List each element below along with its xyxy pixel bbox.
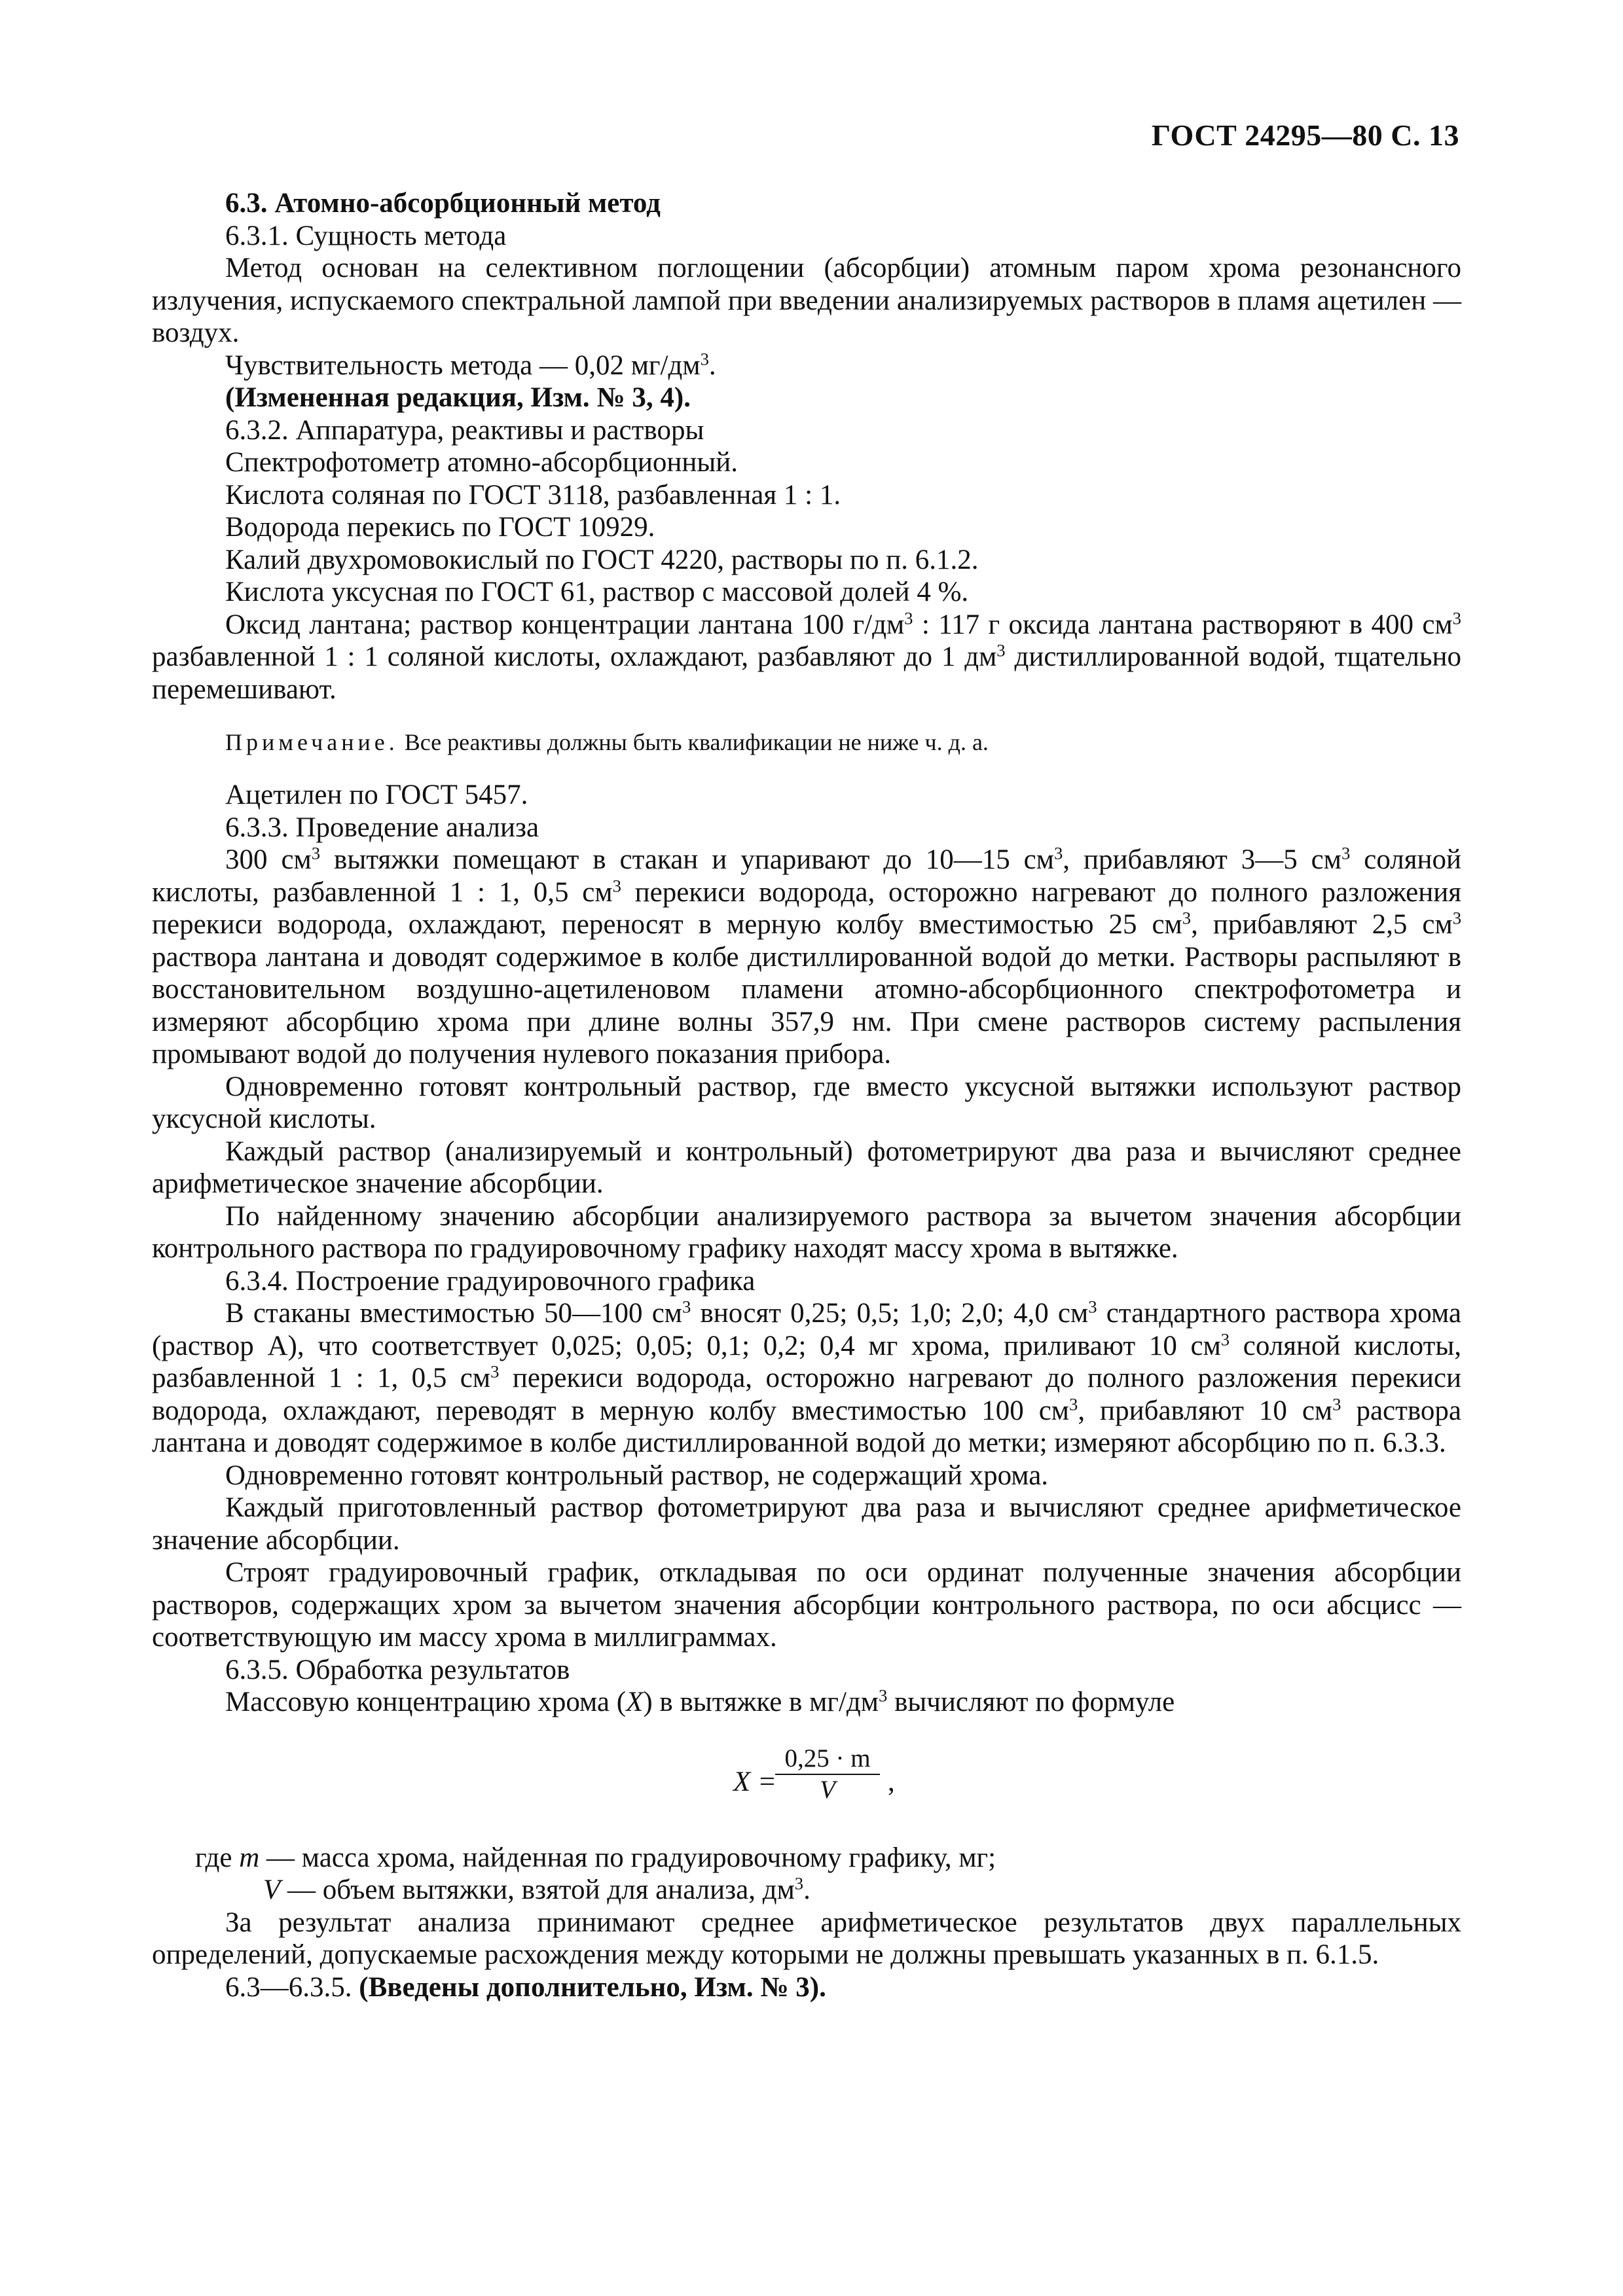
subsection-heading-6-3-1: 6.3.1. Сущность метода (225, 220, 507, 251)
subsection-heading-6-3-4: 6.3.4. Построение градуировочного графика (225, 1265, 756, 1297)
paragraph-mass-concentration: Массовую концентрацию хрома (X) в вытяжке в $мг/дм^3$ вычисляют по формуле (225, 1685, 1175, 1717)
page-header: ГОСТ 24295—80 С. 13 (1151, 118, 1459, 152)
paragraph-result: За результат анализа принимают среднее арифметическое результатов двух параллельных определений, допускаемые расхождения между которыми не должны превышать указанных в п. 6.1.5. (152, 1907, 1461, 1970)
reagent-item: Спектрофотометр атомно-абсорбционный. (225, 447, 739, 478)
document-body (152, 187, 1461, 2003)
section-heading-6-3: 6.3. Атомно-абсорбционный метод (225, 188, 661, 219)
formula-lhs: X = (733, 1766, 777, 1797)
formula-numerator: 0,25 · m (775, 1744, 880, 1775)
paragraph-acetylene: Ацетилен по ГОСТ 5457. (225, 780, 528, 810)
formula-block (152, 1744, 1461, 1816)
reagent-item: Кислота соляная по ГОСТ 3118, разбавленная 1 : 1. (225, 479, 841, 511)
paragraph-control-solution-2: Одновременно готовят контрольный раствор, не содержащий хрома. (225, 1460, 1049, 1491)
formula-fraction (775, 1744, 880, 1805)
note-label: Примечание. (225, 729, 399, 755)
subsection-heading-6-3-3: 6.3.3. Проведение анализа (225, 812, 539, 843)
paragraph-each-solution-2: Каждый приготовленный раствор фотометрируют два раза и вычисляют среднее арифметическое значение абсорбции. (152, 1492, 1461, 1556)
paragraph-each-solution-1: Каждый раствор (анализируемый и контрольный) фотометрируют два раза и вычисляют среднее арифметическое значение абсорбции. (152, 1136, 1461, 1199)
paragraph-calibration: В стаканы вместимостью 50—100 $см^3$ вносят 0,25; 0,5; 1,0; 2,0; 4,0 $см^3$ стандартного раствора хрома (раствор А), что соответствует 0,025; 0,05; 0,1; 0,2; 0,4 мг хрома, приливают 10 $см^3$ соляной кислоты, разбавленной 1 : 1, 0,5 $см^3$ перекиси водорода, осторожно нагревают до полного разложения перекиси водорода, охлаждают, переводят в мерную колбу вместимостью 100 $см^3$, прибавляют 10 $см^3$ раствора лантана и доводят содержимое в колбе дистиллированной водой до метки; измеряют абсорбцию по п. 6.3.3. (152, 1297, 1462, 1458)
subsection-heading-6-3-2: 6.3.2. Аппаратура, реактивы и растворы (225, 414, 704, 446)
reagent-item: Калий двухромовокислый по ГОСТ 4220, растворы по п. 6.1.2. (225, 544, 979, 575)
paragraph-found-value: По найденному значению абсорбции анализируемого раствора за вычетом значения абсорбции контрольного раствора по градуировочному графику находят массу хрома в вытяжке. (152, 1200, 1461, 1264)
definition-m: где m — масса хрома, найденная по градуировочному графику, мг; (195, 1842, 996, 1873)
note-reagents: Примечание. Все реактивы должны быть квалификации не ниже ч. д. а. (225, 729, 989, 755)
reagent-item: Водорода перекись по ГОСТ 10929. (225, 512, 655, 543)
paragraph-build-graph: Строят градуировочный график, откладывая по оси ординат полученные значения абсорбции растворов, содержащих хром за вычетом значения абсорбции контрольного раствора, по оси абсцисс — соответствующую им массу хрома в миллиграммах. (152, 1557, 1461, 1653)
definition-v: V — объем вытяжки, взятой для анализа, $дм^3$. (263, 1873, 811, 1905)
amendment-note-2: 6.3—6.3.5. (Введены дополнительно, Изм. № 3). (225, 1971, 826, 2003)
paragraph-analysis-procedure: 300 $см^3$ вытяжки помещают в стакан и упаривают до 10—15 $см^3$, прибавляют 3—5 $см^3$ соляной кислоты, разбавленной 1 : 1, 0,5 $см^3$ перекиси водорода, осторожно нагревают до полного разложения перекиси водорода, охлаждают, переносят в мерную колбу вместимостью 25 $см^3$, прибавляют 2,5 $см^3$ раствора лантана и доводят содержимое в колбе дистиллированной водой до метки. Растворы распыляют в восстановительном воздушно-ацетиленовом пламени атомно-абсорбционного спектрофотометра и измеряют абсорбцию хрома при длине волны 357,9 нм. При смене растворов систему распыления промывают водой до получения нулевого показания прибора. (152, 843, 1462, 1069)
amendment-note-1: (Измененная редакция, Изм. № 3, 4). (225, 382, 691, 413)
formula-comma: , (888, 1766, 895, 1797)
paragraph-control-solution-1: Одновременно готовят контрольный раствор, где вместо уксусной вытяжки используют раствор уксусной кислоты. (152, 1071, 1461, 1134)
reagent-item: Кислота уксусная по ГОСТ 61, раствор с массовой долей 4 %. (225, 577, 969, 607)
paragraph-lanthanum-oxide: Оксид лантана; раствор концентрации лантана 100 $г/дм^3$ : 117 г оксида лантана растворяют в 400 $см^3$ разбавленной 1 : 1 соляной кислоты, охлаждают, разбавляют до 1 $дм^3$ дистиллированной водой, тщательно перемешивают. (152, 607, 1461, 705)
subsection-heading-6-3-5: 6.3.5. Обработка результатов (225, 1654, 570, 1685)
formula-denominator: V (820, 1775, 835, 1804)
paragraph-sensitivity: Чувствительность метода — 0,02 $мг/дм^3$. (225, 348, 716, 381)
paragraph-method-essence: Метод основан на селективном поглощении (абсорбции) атомным паром хрома резонансного излучения, испускаемого спектральной лампой при введении анализируемых растворов в пламя ацетилен — воздух. (152, 253, 1461, 348)
